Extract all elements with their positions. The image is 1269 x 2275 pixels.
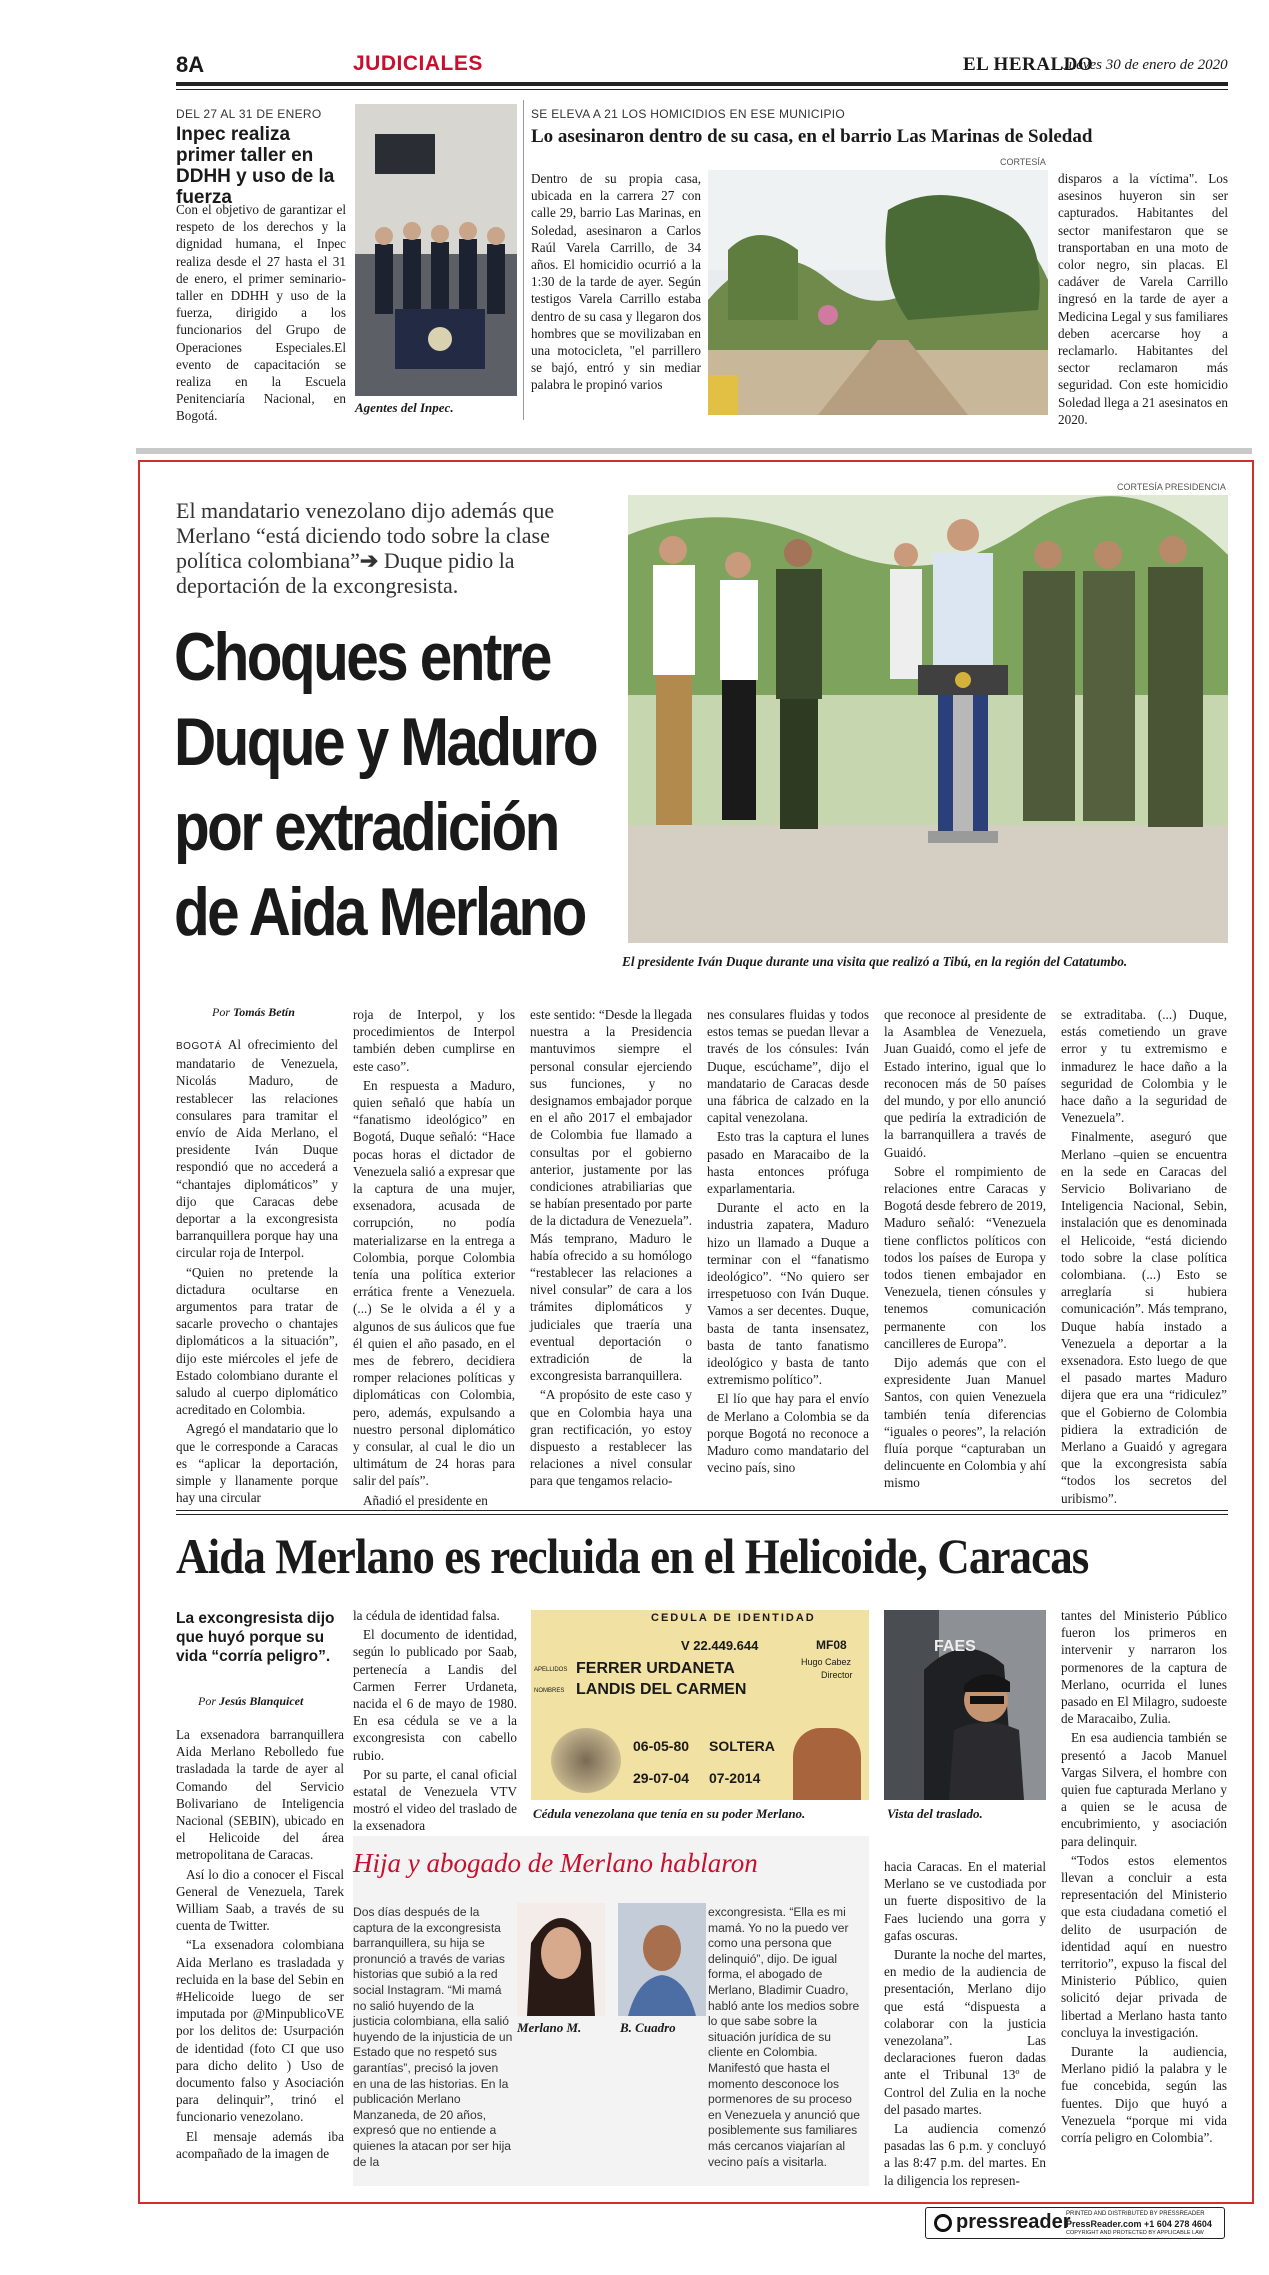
pressreader-brand: pressreader [956, 2211, 1071, 2233]
main-col-3: este sentido: “Desde la llegada nuestra a la Presidencia mantuvimos siempre el personal consular ejerciendo sus funciones, y no designamos embajador porque en el año 2017 el embajador de Colombia fue llamado a consultas por el gobierno anterior, justamente por las condiciones atrabiliarias que se habían presentado por parte de la dictadura de Venezuela”. Más temprano, Maduro le había ofrecido a su homólogo “restablecer las relaciones a nivel consular” de cara a los trámites diplomáticos y judiciales que traería una eventual deportación o extradición de la excongresista barranquillera. “A propósito de este caso y que en Colombia haya una gran rectificación, yo estoy dispuesto a restablecer las relaciones a nivel consular para que tengamos relacio- [530, 1007, 692, 1489]
id-card-director: Hugo Cabez [801, 1657, 852, 1667]
vertical-divider [523, 100, 524, 420]
soledad-photo [708, 170, 1048, 415]
main-col-2: roja de Interpol, y los procedimientos de Interpol también deben cumplirse en este caso”. En respuesta a Maduro, quien señaló que había un “fanatismo ideológico” en Bogotá, Duque señaló: “Hace pocas horas el dictador de Venezuela salió a expresar que la captura de una mujer, exsenadora, acusada de corrupción, no podía materializarse en la entrega a Colombia, porque Colombia tenía una política exterior errática frente a Venezuela. (...) Se le olvida a él y a algunos de sus áulicos que fue él quien el año pasado, en el mes de febrero, decidiera romper relaciones políticas y diplomáticas con Colombia, pero, además, expulsando a nuestro personal diplomático y consular, al cual le dio un ultimátum de 24 horas para salir del país”. Añadió el presidente en [353, 1007, 515, 1508]
main-photo-caption: El presidente Iván Duque durante una visita que realizó a Tibú, en la región del Catatumbo. [622, 954, 1128, 969]
soledad-kicker: SE ELEVA A 21 LOS HOMICIDIOS EN ESE MUNICIPIO [531, 107, 846, 121]
soledad-headline: Lo asesinaron dentro de su casa, en el barrio Las Marinas de Soledad [531, 126, 1093, 147]
helicoide-col-1: La exsenadora barranquillera Aida Merlano Rebolledo fue trasladada la tarde de ayer al Comando del Servicio Bolivariano de Inteligencia Nacional (SEBIN), ubicado en el Helicoide del área metropolitana de Caracas. Así lo dio a conocer el Fiscal General de Venezuela, Tarek William Saab, a través de su cuenta de Twitter. “La exsenadora colombiana Aida Merlano es trasladada y recluida en la base del Sebin en #Helicoide luego de ser imputada por @MinpublicoVE por los delitos de: Usurpación de identidad (foto CI que uso para dicho delito ) Uso de documento falso y Asociación para delinquir”, trinó el funcionario venezolano. El mensaje además iba acompañado de la imagen de [176, 1727, 344, 2161]
id-card-header: CEDULA DE IDENTIDAD [651, 1612, 816, 1624]
id-card-surnames-label: APELLIDOS [534, 1667, 568, 1673]
pressreader-logo-icon [934, 2214, 952, 2232]
paper-name: EL HERALDO [963, 54, 1094, 75]
soledad-col2: disparos a la víctima". Los asesinos huyeron sin ser capturados. Habitantes del sector manifestaron que se transportaban en una moto de color negro, sin placas. El cadáver de Varela Carrillo ingresó en la tarde de ayer a Medicina Legal y sus familiares deben acercarse hoy a reclamarlo. Habitantes del sector reclamaron más seguridad. Con este homicidio Soledad llega a 21 asesinatos en 2020. [1058, 171, 1228, 427]
pressreader-line1: PRINTED AND DISTRIBUTED BY PRESSREADER [1066, 2211, 1205, 2217]
main-col-1: BOGOTÁ Al ofrecimiento del mandatario de Venezuela, Nicolás Maduro, de restablecer las relaciones consulares para tramitar el envío de Aida Merlano, el presidente Iván Duque respondió que no accederá a “chantajes diplomáticos” y dijo que Caracas debe deportar a la excongresista barranquillera porque hay una circular roja de Interpol. “Quien no pretende la dictadura ocultarse en argumentos para tratar de sacarle provecho o chantajes diplomáticos a la situación”, dijo este miércoles el jefe de Estado colombiano durante el saludo al cuerpo diplomático acreditado en Colombia. Agregó el mandatario que lo que le corresponde a Caracas es “aplicar la deportación, simple y llanamente porque hay una circular [176, 1037, 338, 1506]
story-divider [176, 1510, 1228, 1511]
arrow-icon: ➔ [359, 548, 379, 573]
id-card-expiry: 07-2014 [709, 1770, 761, 1786]
main-col-6: se extraditaba. (...) Duque, estás cometiendo un grave error y tu extremismo e inmadurez le hace daño a la seguridad de Colombia y le hace daño a la seguridad de Venezuela”. Finalmente, aseguró que Merlano –quien se encuentra en la sede en Caracas del Servicio Bolivariano de Inteligencia Nacional, Sebin, instalación que es denominada el Helicoide, “está diciendo todo sobre la clase política colombiana. (...) Esto se arreglaría si hubiera comunicación”. Más temprano, Duque había instado a Venezuela a deportar a la exsenadora. Esto luego de que el pasado martes Maduro dijera que era una “ridiculez” que el Gobierno de Colombia pidiera la extradición de Merlano a Guaidó y agregara que la excongresista sabía “todos los secretos del uribismo”. [1061, 1007, 1227, 1506]
pressreader-badge[interactable] [925, 2207, 1225, 2239]
helicoide-col-4-lower: hacia Caracas. En el material Merlano se ve custodiada por un fuerte dispositivo de la Faes luciendo una gorra y gafas oscuras. Durante la noche del martes, en medio de la audiencia de presentación, Merlano dijo que está “dispuesta a colaborar con la justicia venezolana”. Las declaraciones fueron dadas ante el Tribunal 13º de Control del Zulia en la noche del pasado martes. La audiencia comenzó pasadas las 6 p.m. y concluyó a las 8:47 p.m. del martes. En la diligencia los represen- [884, 1859, 1046, 2188]
id-card-portrait [793, 1728, 861, 1800]
header-date: Jueves 30 de enero de 2020 [1062, 57, 1228, 73]
helicoide-headline: Aida Merlano es recluida en el Helicoide, Caracas [176, 1528, 1089, 1584]
main-subhead: El mandatario venezolano dijo además que Merlano “está diciendo todo sobre la clase política colombiana”➔ Duque pidio la deportación de la excongresista. [176, 498, 555, 598]
main-byline: Por Tomás Betín [212, 1005, 295, 1019]
merlano-daughter-photo [517, 1903, 605, 2016]
transfer-photo [884, 1610, 1046, 1800]
sidebar-title: Hija y abogado de Merlano hablaron [353, 1848, 758, 1878]
faes-text: FAES [934, 1638, 976, 1655]
transfer-caption: Vista del traslado. [887, 1806, 983, 1821]
dateline: BOGOTÁ [176, 1041, 222, 1052]
lawyer-caption: B. Cuadro [620, 2020, 676, 2035]
section-name: JUDICIALES [353, 52, 483, 75]
section-divider [136, 448, 1252, 454]
merlano-daughter-caption: Merlano M. [517, 2020, 582, 2035]
id-card-image [531, 1610, 869, 1800]
story-divider-2 [176, 1514, 1228, 1515]
id-card-code: MF08 [816, 1638, 847, 1652]
main-headline: Choques entre Duque y Maduro por extradición de Aida Merlano [174, 619, 596, 950]
helicoide-byline: Por Jesús Blanquicet [198, 1694, 304, 1708]
id-card-expedition: 29-07-04 [633, 1770, 690, 1786]
id-card-director-title: Director [821, 1670, 853, 1680]
main-photo-credit: CORTESÍA PRESIDENCIA [1117, 482, 1226, 492]
lawyer-photo [618, 1903, 706, 2016]
soledad-photo-credit: CORTESÍA [1000, 157, 1046, 167]
inpec-photo-caption: Agentes del Inpec. [355, 400, 454, 415]
inpec-kicker: DEL 27 AL 31 DE ENERO [176, 107, 322, 121]
sidebar-col-2: excongresista. “Ella es mi mamá. Yo no la puedo ver como una persona que delinquió”, dijo. De igual forma, el abogado de Merlano, Bladimir Cuadro, habló ante los medios sobre lo que sabe sobre la situación jurídica de su cliente en Colombia. Manifestó que hasta el momento desconoce los pormenores de su proceso en Venezuela y anunció que posiblemente sus familiares más cercanos viajarían al vecino país a visitarla. [708, 1905, 860, 2169]
id-card-surnames: FERRER URDANETA [576, 1660, 735, 1677]
id-card-names-label: NOMBRES [534, 1688, 565, 1694]
main-photo [628, 495, 1228, 943]
inpec-headline: Inpec realiza primer taller en DDHH y uso de la fuerza [176, 124, 335, 208]
id-card-number: V 22.449.644 [681, 1638, 759, 1653]
id-card-civil-status: SOLTERA [709, 1738, 775, 1754]
header-rule-thin [176, 89, 1228, 90]
id-card-birth: 06-05-80 [633, 1738, 690, 1754]
id-card-caption: Cédula venezolana que tenía en su poder Merlano. [533, 1806, 806, 1821]
id-card-names: LANDIS DEL CARMEN [576, 1681, 747, 1698]
sidebar-col-1: Dos días después de la captura de la excongresista barranquillera, su hija se pronunció a través de varias historias que subió a la red social Instagram. “Mi mamá no salió huyendo de la justicia colombiana, ella salió huyendo de la injusticia de un Estado que no respetó sus garantías”, precisó la joven en una de las historias. En la publicación Merlano Manzaneda, de 20 años, expresó que no entiende a quienes la atacan por ser hija de la [353, 1905, 513, 2169]
id-card-thumbprint [551, 1728, 621, 1793]
pressreader-line3: COPYRIGHT AND PROTECTED BY APPLICABLE LAW [1066, 2230, 1204, 2236]
main-col-5: que reconoce al presidente de la Asamblea de Venezuela, Juan Guaidó, como el jefe de Estado interino, igual que lo reconocen más de 50 países del mundo, y por ello anunció que pediría la extradición de la barranquillera a través de Guaidó. Sobre el rompimiento de relaciones entre Caracas y Bogotá desde febrero de 2019, Maduro señaló: “Venezuela tiene conflictos políticos con todos los países de Europa y todos tienen embajador en Venezuela, tienen cónsules y tenemos comunicación permanente con los cancilleres de Europa”. Dijo además que con el expresidente Juan Manuel Santos, con quien Venezuela también tenía diferencias “iguales o peores”, la relación fluía porque “capturaban un delincuente en Colombia y ahí mismo [884, 1007, 1046, 1491]
main-col-4: nes consulares fluidas y todos estos temas se puedan llevar a través de los cónsules: Iván Duque, escúchame”, dijo el mandatario de Caracas desde una fábrica de calzado en la capital venezolana. Esto tras la captura el lunes pasado en Maracaibo de la hasta entonces prófuga exparlamentaria. Durante el acto en la industria zapatera, Maduro hizo un llamado a Duque a terminar con el “fanatismo ideológico”. “No quiero ser irrespetuoso con Iván Duque. Vamos a ser decentes. Duque, basta de tanta insensatez, basta de tanto fanatismo ideológico y basta de tanto extremismo político”. El lío que hay para el envío de Merlano a Colombia se da porque Bogotá no reconoce a Maduro como mandatario del vecino país, sino [707, 1007, 869, 1476]
page-number: 8A [176, 52, 205, 77]
soledad-col1: Dentro de su propia casa, ubicada en la carrera 27 con calle 29, barrio Las Marinas, en Soledad, asesinaron a Carlos Raúl Varela Carrillo, de 34 años. El homicidio ocurrió a la 1:30 de la tarde de ayer. Según testigos Varela Carrillo estaba dentro de su casa y llegaron dos hombres que se movilizaban en una motocicleta, "el parrillero se bajó, entró y sin mediar palabra le propinó varios [531, 171, 701, 393]
helicoide-col-5: tantes del Ministerio Público fueron los primeros en intervenir y narraron los pormenores de la captura de Merlano, ocurrida el lunes pasado en El Milagro, sudoeste de Maracaibo, Zulia. En esa audiencia también se presentó a Jacob Manuel Vargas Silvera, el hombre con quien fue capturada Merlano y a quien se le acusa de encubrimiento, y asociación para delinquir. “Todos estos elementos llevan a concluir a esta representación del Ministerio que esta ciudadana cometió el delito de usurpación de identidad aquí en nuestro territorio”, expuso la fiscal del Ministerio Público, quien solicitó dejar privada de libertad a Merlano hasta tanto concluya la investigación. Durante la audiencia, Merlano pidió la palabra y le fue concebida, según las fuentes. Dijo que huyó a Venezuela “porque mi vida corría peligro en Colombia”. [1061, 1608, 1227, 2146]
helicoide-col-2: la cédula de identidad falsa. El documento de identidad, según lo publicado por Saab, pertenecía a Landis del Carmen Ferrer Urdaneta, nacida el 6 de mayo de 1980. En esa cédula se ve a la excongresista con cabello rubio. Por su parte, el canal oficial estatal de Venezuela VTV mostró el video del traslado de la exsenadora [353, 1608, 517, 1834]
header-rule [176, 82, 1228, 86]
helicoide-subhead: La excongresista dijo que huyó porque su vida “corría peligro”. [176, 1610, 335, 1665]
inpec-body: Con el objetivo de garantizar el respeto de los derechos y la dignidad humana, el Inpec realiza desde el 27 hasta el 31 de enero, el primer seminario-taller en DDHH y uso de la fuerza, dirigido a los funcionarios del Grupo de Operaciones Especiales.El evento de capacitación se realiza en la Escuela Penitenciaría Nacional, en Bogotá. [176, 202, 346, 424]
inpec-photo [355, 104, 517, 396]
pressreader-line2: PressReader.com +1 604 278 4604 [1066, 2219, 1212, 2229]
